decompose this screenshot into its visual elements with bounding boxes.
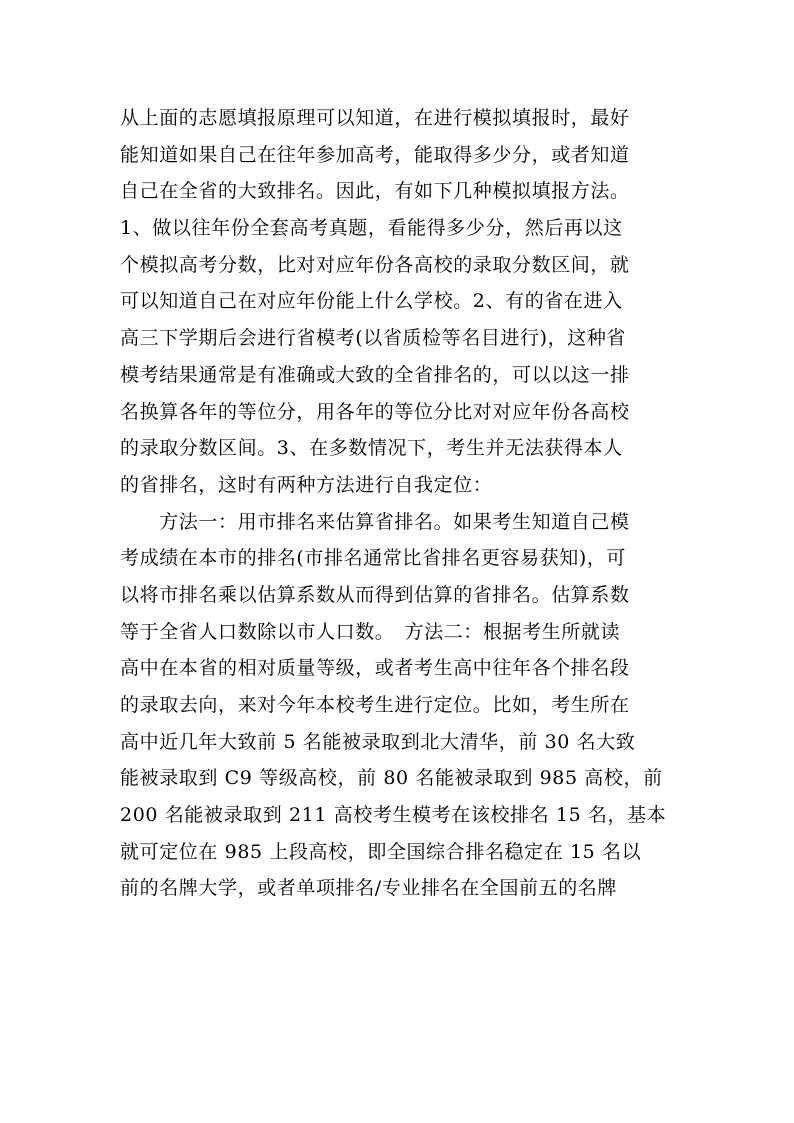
text-line: 的录取去向，来对今年本校考生进行定位。比如，考生所在 xyxy=(120,694,630,716)
text-line: 高中近几年大致前 5 名能被录取到北大清华，前 30 名大致 xyxy=(120,730,636,753)
text-line: 的录取分数区间。3、在多数情况下，考生并无法获得本人 xyxy=(120,437,623,460)
text-line: 等于全省人口数除以市人口数。 方法二：根据考生所就读 xyxy=(120,620,621,643)
text-line: 从上面的志愿填报原理可以知道，在进行模拟填报时，最好 xyxy=(120,107,630,129)
text-line: 高三下学期后会进行省模考(以省质检等名目进行)，这种省 xyxy=(120,327,627,350)
text-line: 的省排名，这时有两种方法进行自我定位： xyxy=(120,473,493,496)
text-line: 考成绩在本市的排名(市排名通常比省排名更容易获知)，可 xyxy=(120,547,627,570)
text-line: 可以知道自己在对应年份能上什么学校。2、有的省在进入 xyxy=(120,290,623,313)
text-line: 200 名能被录取到 211 高校考生模考在该校排名 15 名，基本 xyxy=(120,804,667,827)
text-line: 前的名牌大学，或者单项排名/专业排名在全国前五的名牌 xyxy=(120,877,618,900)
text-line: 高中在本省的相对质量等级，或者考生高中往年各个排名段 xyxy=(120,657,630,680)
text-line: 能知道如果自己在往年参加高考，能取得多少分，或者知道 xyxy=(120,143,630,166)
text-line: 方法一：用市排名来估算省排名。如果考生知道自己模 xyxy=(120,510,630,533)
text-line: 能被录取到 C9 等级高校，前 80 名能被录取到 985 高校，前 xyxy=(120,767,663,790)
text-line: 1、做以往年份全套高考真题，看能得多少分，然后再以这 xyxy=(120,217,623,240)
text-line: 就可定位在 985 上段高校，即全国综合排名稳定在 15 名以 xyxy=(120,840,642,863)
text-line: 以将市排名乘以估算系数从而得到估算的省排名。估算系数 xyxy=(120,583,630,606)
text-line: 名换算各年的等位分，用各年的等位分比对对应年份各高校 xyxy=(120,400,630,423)
body-text xyxy=(120,100,680,907)
text-line: 自己在全省的大致排名。因此，有如下几种模拟填报方法。 xyxy=(120,180,630,203)
text-line: 模考结果通常是有准确或大致的全省排名的，可以以这一排 xyxy=(120,363,630,386)
text-line: 个模拟高考分数，比对对应年份各高校的录取分数区间，就 xyxy=(120,253,630,276)
